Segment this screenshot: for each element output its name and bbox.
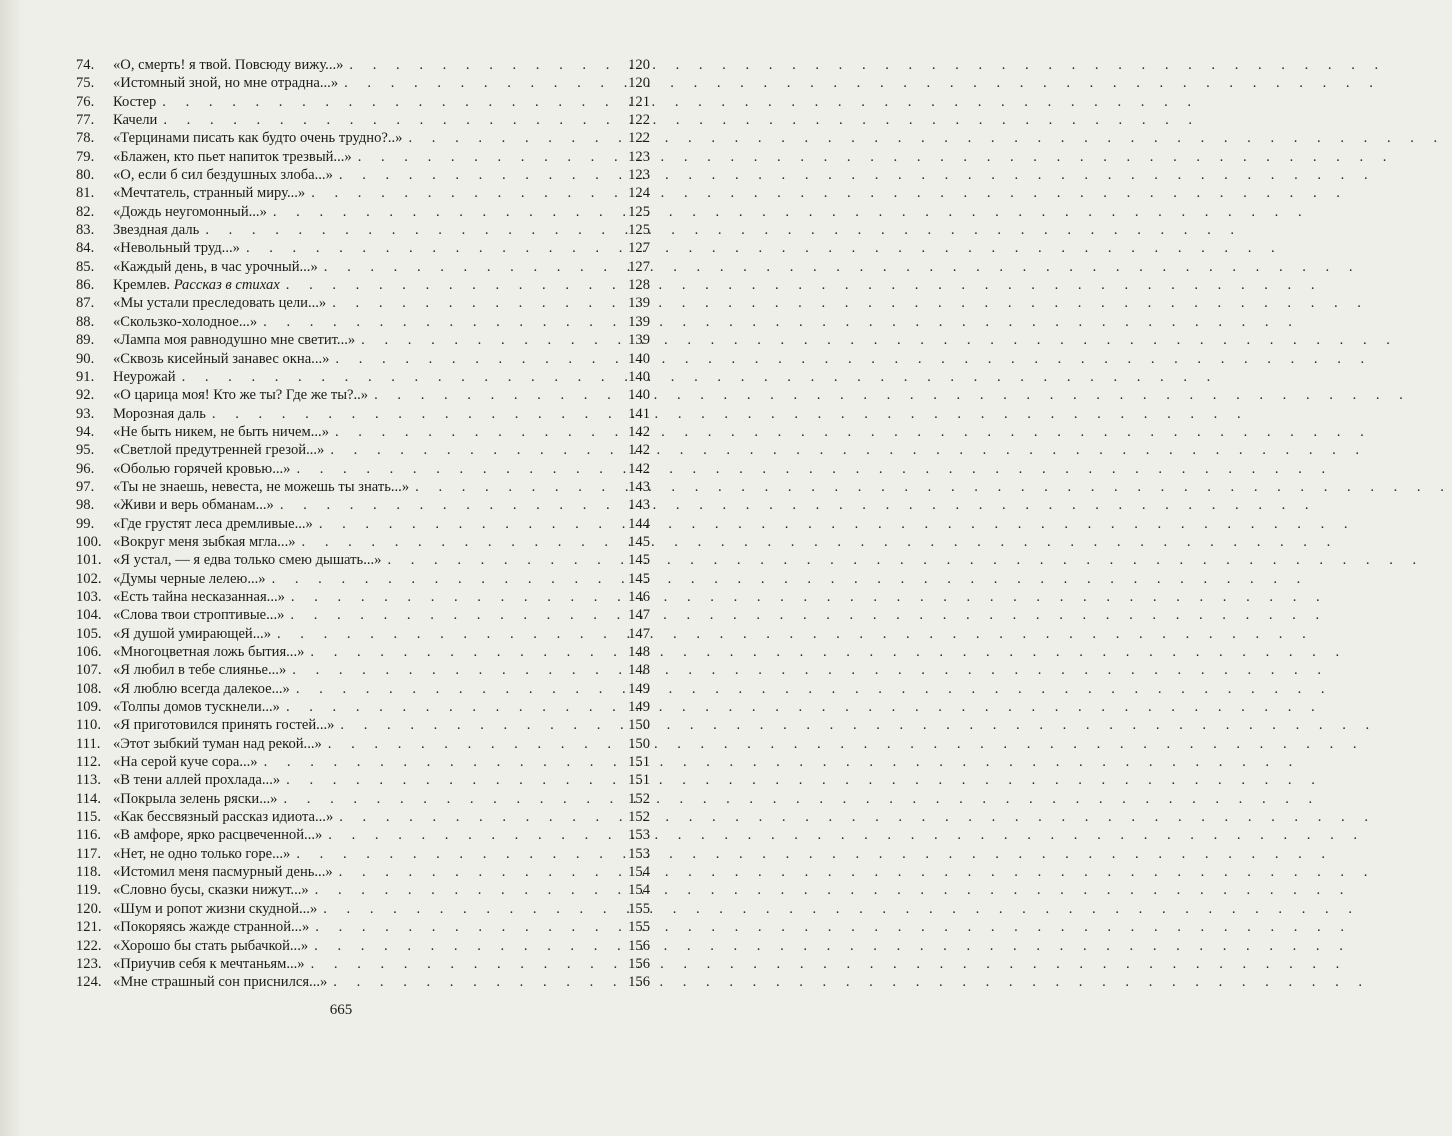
toc-entry bbox=[76, 184, 650, 202]
toc-entry-title: «Покоряясь жажде странной...» bbox=[113, 919, 310, 936]
toc-entry-number: 88. bbox=[76, 313, 95, 330]
toc-entry-title: «Где грустят леса дремливые...» bbox=[113, 515, 313, 532]
toc-entry-title: «Истомный зной, но мне отрадна...» bbox=[113, 75, 339, 92]
toc-entry-page: 120 bbox=[628, 57, 650, 73]
toc-entry-title: «Ты не знаешь, невеста, не можешь ты знать...» bbox=[113, 478, 410, 495]
toc-entry-title: «Живи и верь обманам...» bbox=[113, 497, 274, 514]
toc-entry-page: 139 bbox=[628, 295, 650, 312]
toc-entry-number: 123. bbox=[76, 955, 102, 972]
dot-leader bbox=[309, 918, 620, 936]
toc-entry-page: 151 bbox=[628, 772, 650, 789]
toc-entry-title: «Многоцветная ложь бытия...» bbox=[113, 644, 305, 660]
toc-entry-title: «Невольный труд...» bbox=[113, 240, 240, 257]
dot-leader bbox=[156, 93, 620, 111]
toc-entry-title: «Я устал, — я едва только смею дышать...» bbox=[113, 552, 382, 569]
dot-leader bbox=[329, 350, 620, 368]
toc-entry-number: 86. bbox=[76, 277, 95, 294]
dot-leader bbox=[368, 386, 620, 404]
toc-entry-number: 97. bbox=[76, 478, 95, 495]
dot-leader bbox=[327, 973, 620, 991]
toc-entry-title: «Не быть никем, не быть ничем...» bbox=[113, 423, 329, 440]
toc-entry-number: 116. bbox=[76, 827, 101, 844]
toc-entry-number: 85. bbox=[76, 258, 95, 275]
toc-entry-page: 140 bbox=[628, 350, 650, 367]
toc-entry bbox=[76, 276, 650, 294]
toc-entry-page: 124 bbox=[628, 185, 650, 202]
toc-entry bbox=[76, 166, 650, 184]
toc-entry bbox=[76, 808, 650, 826]
toc-entry-number: 101. bbox=[76, 552, 102, 569]
dot-leader bbox=[338, 74, 620, 92]
toc-entry-title: «Слова твои строптивые...» bbox=[113, 607, 285, 624]
dot-leader bbox=[157, 111, 620, 129]
toc-entry bbox=[76, 735, 650, 753]
toc-entry-number: 92. bbox=[76, 387, 95, 404]
dot-leader bbox=[199, 221, 620, 239]
toc-entry-title: «Приучив себя к мечтаньям...» bbox=[113, 955, 305, 972]
toc-entry-page: 150 bbox=[628, 717, 650, 734]
toc-entry-number: 74. bbox=[76, 57, 95, 73]
toc-entry-title: «В тени аллей прохлада...» bbox=[113, 772, 281, 789]
toc-entry-title: «Вокруг меня зыбкая мгла...» bbox=[113, 533, 296, 550]
dot-leader bbox=[333, 166, 620, 184]
toc-entry-number: 115. bbox=[76, 809, 101, 826]
toc-entry-number: 80. bbox=[76, 167, 95, 184]
toc-entry-title: Звездная даль bbox=[113, 222, 200, 239]
toc-entry-title: «Лампа моя равнодушно мне светит...» bbox=[113, 332, 356, 349]
toc-entry bbox=[76, 258, 650, 276]
dot-leader bbox=[329, 423, 620, 441]
toc-entry-page: 155 bbox=[628, 919, 650, 936]
dot-leader bbox=[240, 239, 620, 257]
toc-entry-page: 145 bbox=[628, 533, 650, 550]
toc-entry-number: 84. bbox=[76, 240, 95, 257]
toc-entry-page: 149 bbox=[628, 680, 650, 697]
toc-entry-page: 120 bbox=[628, 75, 650, 92]
dot-leader bbox=[280, 698, 620, 716]
toc-entry bbox=[76, 918, 650, 936]
toc-entry-page: 121 bbox=[628, 93, 650, 110]
toc-entry-number: 95. bbox=[76, 442, 95, 459]
toc-entry-title: «Сквозь кисейный занавес окна...» bbox=[113, 350, 330, 367]
toc-entry-number: 122. bbox=[76, 937, 102, 954]
toc-entry bbox=[76, 937, 650, 955]
toc-entry-title: «Мы устали преследовать цели...» bbox=[113, 295, 327, 312]
dot-leader bbox=[333, 863, 620, 881]
toc-entry-page: 150 bbox=[628, 735, 650, 752]
toc-entry bbox=[76, 588, 650, 606]
toc-entry-title: «Хорошо бы стать рыбачкой...» bbox=[113, 937, 309, 954]
toc-entry bbox=[76, 790, 650, 808]
toc-entry-page: 154 bbox=[628, 882, 650, 899]
toc-entry-page: 153 bbox=[628, 845, 650, 862]
toc-entry-number: 124. bbox=[76, 974, 102, 991]
toc-entry-page: 140 bbox=[628, 368, 650, 385]
toc-entry bbox=[76, 863, 650, 881]
toc-entry-page: 141 bbox=[628, 405, 650, 422]
toc-entry-number: 113. bbox=[76, 772, 101, 789]
toc-entry-page: 122 bbox=[628, 130, 650, 147]
toc-entry-page: 122 bbox=[628, 112, 650, 129]
toc-entry bbox=[76, 973, 650, 991]
toc-entry-page: 127 bbox=[628, 240, 650, 257]
dot-leader bbox=[318, 258, 620, 276]
toc-entry bbox=[76, 331, 650, 349]
toc-entry-number: 98. bbox=[76, 497, 95, 514]
toc-entry bbox=[76, 386, 650, 404]
toc-entry-title: Качели bbox=[113, 112, 158, 129]
toc-entry bbox=[76, 955, 650, 973]
toc-entry-number: 76. bbox=[76, 93, 95, 110]
dot-leader bbox=[313, 515, 620, 533]
toc-entry-title: «На серой куче сора...» bbox=[113, 754, 258, 771]
dot-leader bbox=[274, 496, 620, 514]
toc-entry-number: 114. bbox=[76, 790, 101, 807]
toc-entry-page: 143 bbox=[628, 497, 650, 514]
dot-leader bbox=[290, 845, 620, 863]
toc-entry-title: Неурожай bbox=[113, 368, 176, 385]
dot-leader bbox=[258, 753, 620, 771]
toc-entry-number: 79. bbox=[76, 148, 95, 165]
dot-leader bbox=[267, 203, 620, 221]
page-edge-shadow bbox=[0, 0, 22, 1136]
toc-entry-number: 107. bbox=[76, 662, 102, 679]
toc-entry-title: Морозная даль bbox=[113, 405, 206, 422]
dot-leader bbox=[280, 771, 620, 789]
toc-entry-number: 120. bbox=[76, 900, 102, 917]
toc-entry-number: 87. bbox=[76, 295, 95, 312]
toc-entry-title: «Словно бусы, сказки нижут...» bbox=[113, 882, 309, 899]
dot-leader bbox=[333, 808, 620, 826]
toc-entry-number: 77. bbox=[76, 112, 95, 129]
toc-entry-title: «Оболью горячей кровью...» bbox=[113, 460, 291, 477]
toc-entry-page: 148 bbox=[628, 662, 650, 679]
toc-entry bbox=[76, 478, 650, 496]
toc-entry-title: «Шум и ропот жизни скудной...» bbox=[113, 900, 318, 917]
toc-entry bbox=[76, 698, 650, 716]
dot-leader bbox=[284, 606, 620, 624]
toc-entry bbox=[76, 405, 650, 423]
toc-entry-page: 156 bbox=[628, 955, 650, 972]
page-number: 665 bbox=[329, 1002, 353, 1018]
toc-entry-page: 145 bbox=[628, 570, 650, 587]
toc-entry bbox=[76, 239, 650, 257]
dot-leader bbox=[305, 184, 620, 202]
toc-entry bbox=[76, 570, 650, 588]
toc-entry-number: 119. bbox=[76, 882, 101, 899]
dot-leader bbox=[296, 533, 620, 551]
toc-entry bbox=[76, 496, 650, 514]
dot-leader bbox=[304, 643, 620, 661]
toc-entry-title: «Светлой предутренней грезой...» bbox=[113, 442, 325, 459]
dot-leader bbox=[402, 129, 620, 147]
dot-leader bbox=[290, 680, 620, 698]
toc-entry-title-prefix: Кремлев. bbox=[113, 277, 174, 294]
toc-entry-page: 143 bbox=[628, 478, 650, 495]
toc-entry bbox=[76, 771, 650, 789]
toc-entry-title: Костер bbox=[113, 93, 157, 110]
dot-leader bbox=[352, 148, 620, 166]
toc-entry-number: 81. bbox=[76, 185, 95, 202]
toc-entry bbox=[76, 460, 650, 478]
toc-entry bbox=[76, 826, 650, 844]
toc-entry bbox=[76, 148, 650, 166]
toc-entry-number: 117. bbox=[76, 845, 101, 862]
dot-leader bbox=[326, 294, 620, 312]
toc-entry-title: «Мечтатель, странный миру...» bbox=[113, 185, 306, 202]
toc-entry-number: 112. bbox=[76, 754, 101, 771]
toc-entry-title: «Дождь неугомонный...» bbox=[113, 203, 267, 220]
toc-entry-title: «Мне страшный сон приснился...» bbox=[113, 974, 328, 991]
toc-entry-number: 90. bbox=[76, 350, 95, 367]
toc-entry-number: 111. bbox=[76, 735, 101, 752]
toc-entry-page: 142 bbox=[628, 460, 650, 477]
toc-entry-title: «О, смерть! я твой. Повсюду вижу...» bbox=[113, 57, 344, 73]
toc-entry-number: 96. bbox=[76, 460, 95, 477]
toc-entry-title bbox=[113, 276, 280, 294]
dot-leader bbox=[343, 56, 620, 74]
toc-entry-page: 140 bbox=[628, 387, 650, 404]
dot-leader bbox=[309, 881, 620, 899]
dot-leader bbox=[290, 460, 620, 478]
toc-entry bbox=[76, 606, 650, 624]
dot-leader bbox=[322, 735, 620, 753]
dot-leader bbox=[257, 313, 620, 331]
toc-entry bbox=[76, 368, 650, 386]
toc-entry-page: 146 bbox=[628, 588, 650, 605]
dot-leader bbox=[409, 478, 620, 496]
toc-entry-title: «О, если б сил бездушных злоба...» bbox=[113, 167, 333, 184]
toc-entry-page: 125 bbox=[628, 203, 650, 220]
toc-entry-number: 99. bbox=[76, 515, 95, 532]
toc-entry-page: 147 bbox=[628, 625, 650, 642]
toc-entry bbox=[76, 643, 650, 661]
toc-entry bbox=[76, 423, 650, 441]
dot-leader bbox=[280, 276, 620, 294]
toc-entry-number: 93. bbox=[76, 405, 95, 422]
toc-entry-page: 144 bbox=[628, 515, 650, 532]
dot-leader bbox=[381, 551, 620, 569]
dot-leader bbox=[286, 661, 620, 679]
toc-entry-title: «Толпы домов тускнели...» bbox=[113, 699, 280, 716]
toc-entry bbox=[76, 515, 650, 533]
dot-leader bbox=[271, 625, 620, 643]
dot-leader bbox=[308, 937, 620, 955]
toc-entry-title: «О царица моя! Кто же ты? Где же ты?..» bbox=[113, 387, 369, 404]
toc-entry-page: 142 bbox=[628, 423, 650, 440]
toc-entry-page: 156 bbox=[628, 937, 650, 954]
toc-entry-page: 156 bbox=[628, 974, 650, 991]
toc-entry-title: «Я душой умирающей...» bbox=[113, 625, 271, 642]
toc-entry-title: «Как бессвязный рассказ идиота...» bbox=[113, 809, 334, 826]
toc-entry bbox=[76, 680, 650, 698]
toc-entry bbox=[76, 881, 650, 899]
dot-leader bbox=[324, 441, 620, 459]
toc-entry bbox=[76, 625, 650, 643]
toc-entry-number: 108. bbox=[76, 680, 102, 697]
dot-leader bbox=[355, 331, 620, 349]
toc-entry-title: «Я любил в тебе слиянье...» bbox=[113, 662, 287, 679]
toc-entry-page: 147 bbox=[628, 607, 650, 624]
dot-leader bbox=[322, 826, 620, 844]
dot-leader bbox=[206, 405, 620, 423]
toc-entry-number: 78. bbox=[76, 130, 95, 147]
toc-entry-page: 145 bbox=[628, 552, 650, 569]
dot-leader bbox=[334, 716, 620, 734]
toc-entry-page: 151 bbox=[628, 754, 650, 771]
toc-entry-number: 110. bbox=[76, 717, 101, 734]
toc-entry-number: 105. bbox=[76, 625, 102, 642]
toc-entry-page: 155 bbox=[628, 900, 650, 917]
dot-leader bbox=[176, 368, 620, 386]
toc-entry-title: «В амфоре, ярко расцвеченной...» bbox=[113, 827, 323, 844]
toc-entry-number: 106. bbox=[76, 644, 102, 660]
toc-entry-title: «Покрыла зелень ряски...» bbox=[113, 790, 278, 807]
toc-entry-title: «Каждый день, в час урочный...» bbox=[113, 258, 318, 275]
toc-entry-number: 102. bbox=[76, 570, 102, 587]
toc-entry bbox=[76, 716, 650, 734]
toc-entry-page: 123 bbox=[628, 148, 650, 165]
toc-entry-page: 149 bbox=[628, 699, 650, 716]
toc-entry bbox=[76, 313, 650, 331]
toc-entry bbox=[76, 845, 650, 863]
toc-entry-page: 128 bbox=[628, 277, 650, 294]
toc-entry-page: 153 bbox=[628, 827, 650, 844]
dot-leader bbox=[305, 955, 620, 973]
toc-entry-title: «Я люблю всегда далекое...» bbox=[113, 680, 290, 697]
toc-entry bbox=[76, 900, 650, 918]
toc-entry-number: 118. bbox=[76, 864, 101, 881]
toc-entry bbox=[76, 551, 650, 569]
toc-entry-page: 125 bbox=[628, 222, 650, 239]
toc-entry-number: 121. bbox=[76, 919, 102, 936]
toc-entry bbox=[76, 661, 650, 679]
toc-entry-number: 75. bbox=[76, 75, 95, 92]
toc-entry-title: «Терцинами писать как будто очень трудно?..» bbox=[113, 130, 403, 147]
dot-leader bbox=[317, 900, 620, 918]
toc-entry bbox=[76, 93, 650, 111]
toc-entry-title: «Блажен, кто пьет напиток трезвый...» bbox=[113, 148, 352, 165]
toc-entry-page: 154 bbox=[628, 864, 650, 881]
toc-entry bbox=[76, 129, 650, 147]
toc-entry-title: «Этот зыбкий туман над рекой...» bbox=[113, 735, 322, 752]
toc-entry-title-italic: Рассказ в стихах bbox=[173, 277, 280, 294]
toc-entry-page: 139 bbox=[628, 332, 650, 349]
toc-entry bbox=[76, 350, 650, 368]
toc-entry-number: 104. bbox=[76, 607, 102, 624]
toc-entry-title: «Истомил меня пасмурный день...» bbox=[113, 864, 333, 881]
toc-entry-number: 83. bbox=[76, 222, 95, 239]
toc-entry-page: 127 bbox=[628, 258, 650, 275]
toc-entry-number: 91. bbox=[76, 368, 95, 385]
toc-entry-number: 82. bbox=[76, 203, 95, 220]
dot-leader bbox=[266, 570, 620, 588]
toc-entry bbox=[76, 294, 650, 312]
toc-entry-page: 123 bbox=[628, 167, 650, 184]
toc-entry-title: «Нет, не одно только горе...» bbox=[113, 845, 291, 862]
dot-leader bbox=[285, 588, 620, 606]
toc-entry-page: 142 bbox=[628, 442, 650, 459]
toc-entry-page: 152 bbox=[628, 809, 650, 826]
toc-entry bbox=[76, 441, 650, 459]
toc-entry bbox=[76, 111, 650, 129]
toc-entry-page: 148 bbox=[628, 644, 650, 660]
toc-entry-page: 139 bbox=[628, 313, 650, 330]
toc-entry-title: «Скользко-холодное...» bbox=[113, 313, 258, 330]
toc-entry-title: «Я приготовился принять гостей...» bbox=[113, 717, 335, 734]
toc-entry-number: 94. bbox=[76, 423, 95, 440]
toc-entry bbox=[76, 203, 650, 221]
dot-leader bbox=[277, 790, 620, 808]
toc-entry-number: 100. bbox=[76, 533, 102, 550]
toc-entry-title: «Есть тайна несказанная...» bbox=[113, 588, 285, 605]
toc-entry-page: 152 bbox=[628, 790, 650, 807]
toc-entry-number: 103. bbox=[76, 588, 102, 605]
toc-entry bbox=[76, 533, 650, 551]
toc-entry bbox=[76, 74, 650, 92]
toc-entry bbox=[76, 221, 650, 239]
toc-entry-number: 109. bbox=[76, 699, 102, 716]
toc-entry bbox=[76, 56, 650, 74]
toc-entry bbox=[76, 753, 650, 771]
toc-entry-number: 89. bbox=[76, 332, 95, 349]
toc-entry-title: «Думы черные лелею...» bbox=[113, 570, 266, 587]
table-of-contents bbox=[76, 56, 650, 992]
